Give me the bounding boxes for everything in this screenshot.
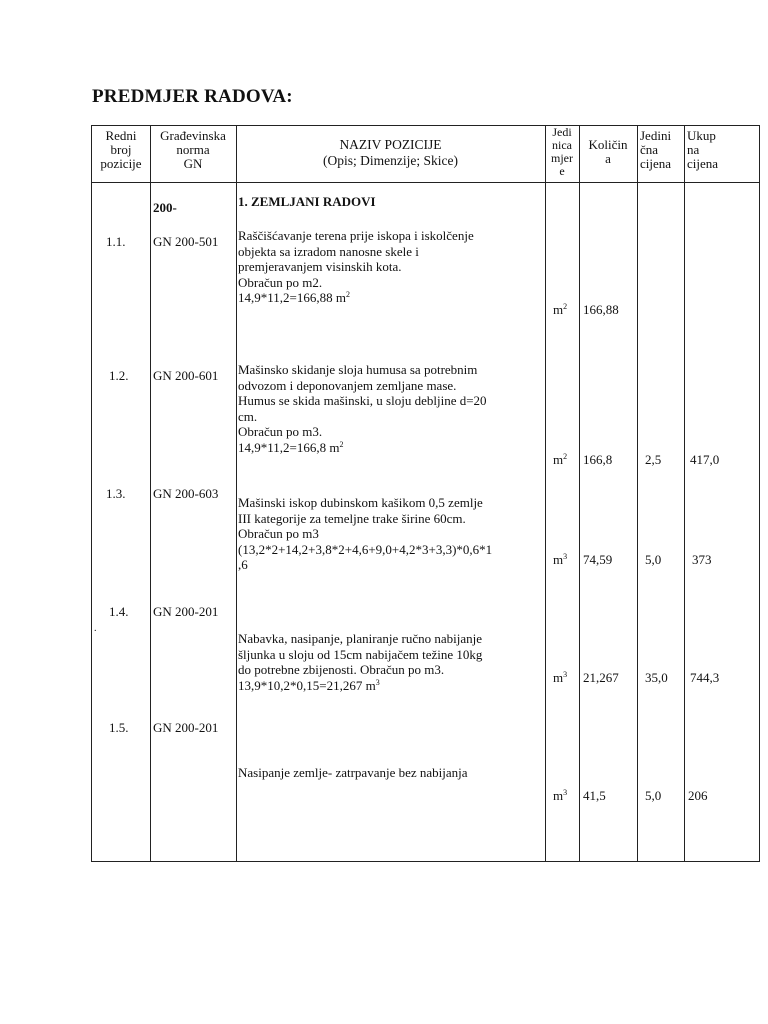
row-description: Raščišćavanje terena prije iskopa i iskolčenje objekta sa izradom nanosne skele i premjeravanjem visinskih kota. Obračun po m2. 14,9*11,2=166,88 $m^2$ — [238, 228, 474, 305]
header-jedinica-mjere: Jedi nica mjer e — [551, 125, 573, 178]
row-norma: GN 200-501 — [153, 234, 219, 249]
row-quantity: 166,88 — [583, 302, 619, 317]
row-total-price: 373 — [692, 552, 712, 567]
row-norma: GN 200-603 — [153, 486, 219, 501]
row-quantity: 74,59 — [583, 552, 613, 567]
row-total-price: 744,3 — [690, 670, 720, 685]
row-number: 1.1. — [106, 234, 126, 249]
column-divider — [545, 126, 546, 861]
row-unit-price: 5,0 — [645, 552, 662, 567]
row-unit-price: 5,0 — [645, 788, 662, 803]
row-number: 1.2. — [109, 368, 129, 383]
column-divider — [579, 126, 580, 861]
row-description: Nasipanje zemlje- zatrpavanje bez nabijanja — [238, 765, 468, 780]
page-title: PREDMJER RADOVA: — [92, 86, 293, 107]
header-ukupna-cijena: Ukup na cijena — [687, 128, 719, 171]
row-total-price: 206 — [688, 788, 708, 803]
header-redni-broj: Redni broj pozicije — [100, 128, 142, 171]
row-norma: GN 200-601 — [153, 368, 219, 383]
row-norma: GN 200-201 — [153, 720, 219, 735]
row-description: Mašinski iskop dubinskom kašikom 0,5 zemlje III kategorije za temeljne trake širine 60cm. Obračun po m3 (13,2*2+14,2+3,8*2+4,6+9,0+4,2*3+3,3)*0,6*1 ,6 — [238, 495, 493, 572]
row-description: Nabavka, nasipanje, planiranje ručno nabijanje šljunka u sloju od 15cm nabijačem težine 10kg do potrebne zbijenosti. Obračun po m3. 13,9*10,2*0,15=21,267 $m^3$ — [238, 631, 483, 693]
row-norma: GN 200-201 — [153, 604, 219, 619]
row-quantity: 21,267 — [583, 670, 619, 685]
row-unit-price: 35,0 — [645, 670, 668, 685]
row-number: 1.4. — [109, 604, 129, 619]
header-gradjevinska-norma: Građevinska norma GN — [160, 128, 226, 171]
row-description: Mašinsko skidanje sloja humusa sa potrebnim odvozom i deponovanjem zemljane mase. Humus se skida mašinski, u sloju debljine d=20 cm. Obračun po m3. 14,9*11,2=166,8 $m^2$ — [238, 362, 487, 455]
row-unit: $m^3$ — [553, 552, 568, 567]
row-quantity: 41,5 — [583, 788, 606, 803]
stray-mark: . — [94, 623, 97, 634]
row-number: 1.5. — [109, 720, 129, 735]
header-jedinicna-cijena: Jedini čna cijena — [640, 128, 672, 171]
row-unit: $m^3$ — [553, 788, 568, 803]
header-kolicina: Količin a — [588, 137, 628, 166]
header-divider — [92, 182, 759, 183]
row-number: 1.3. — [106, 486, 126, 501]
column-divider — [637, 126, 638, 861]
row-unit: $m^3$ — [553, 670, 568, 685]
header-naziv-pozicije: NAZIV POZICIJE (Opis; Dimenzije; Skice) — [323, 137, 458, 168]
row-total-price: 417,0 — [690, 452, 720, 467]
column-divider — [150, 126, 151, 861]
row-quantity: 166,8 — [583, 452, 613, 467]
row-unit: $m^2$ — [553, 302, 568, 317]
section-title: 1. ZEMLJANI RADOVI — [238, 194, 376, 209]
column-divider — [236, 126, 237, 861]
row-unit-price: 2,5 — [645, 452, 662, 467]
column-divider — [684, 126, 685, 861]
section-norma: 200- — [153, 200, 177, 215]
row-unit: $m^2$ — [553, 452, 568, 467]
